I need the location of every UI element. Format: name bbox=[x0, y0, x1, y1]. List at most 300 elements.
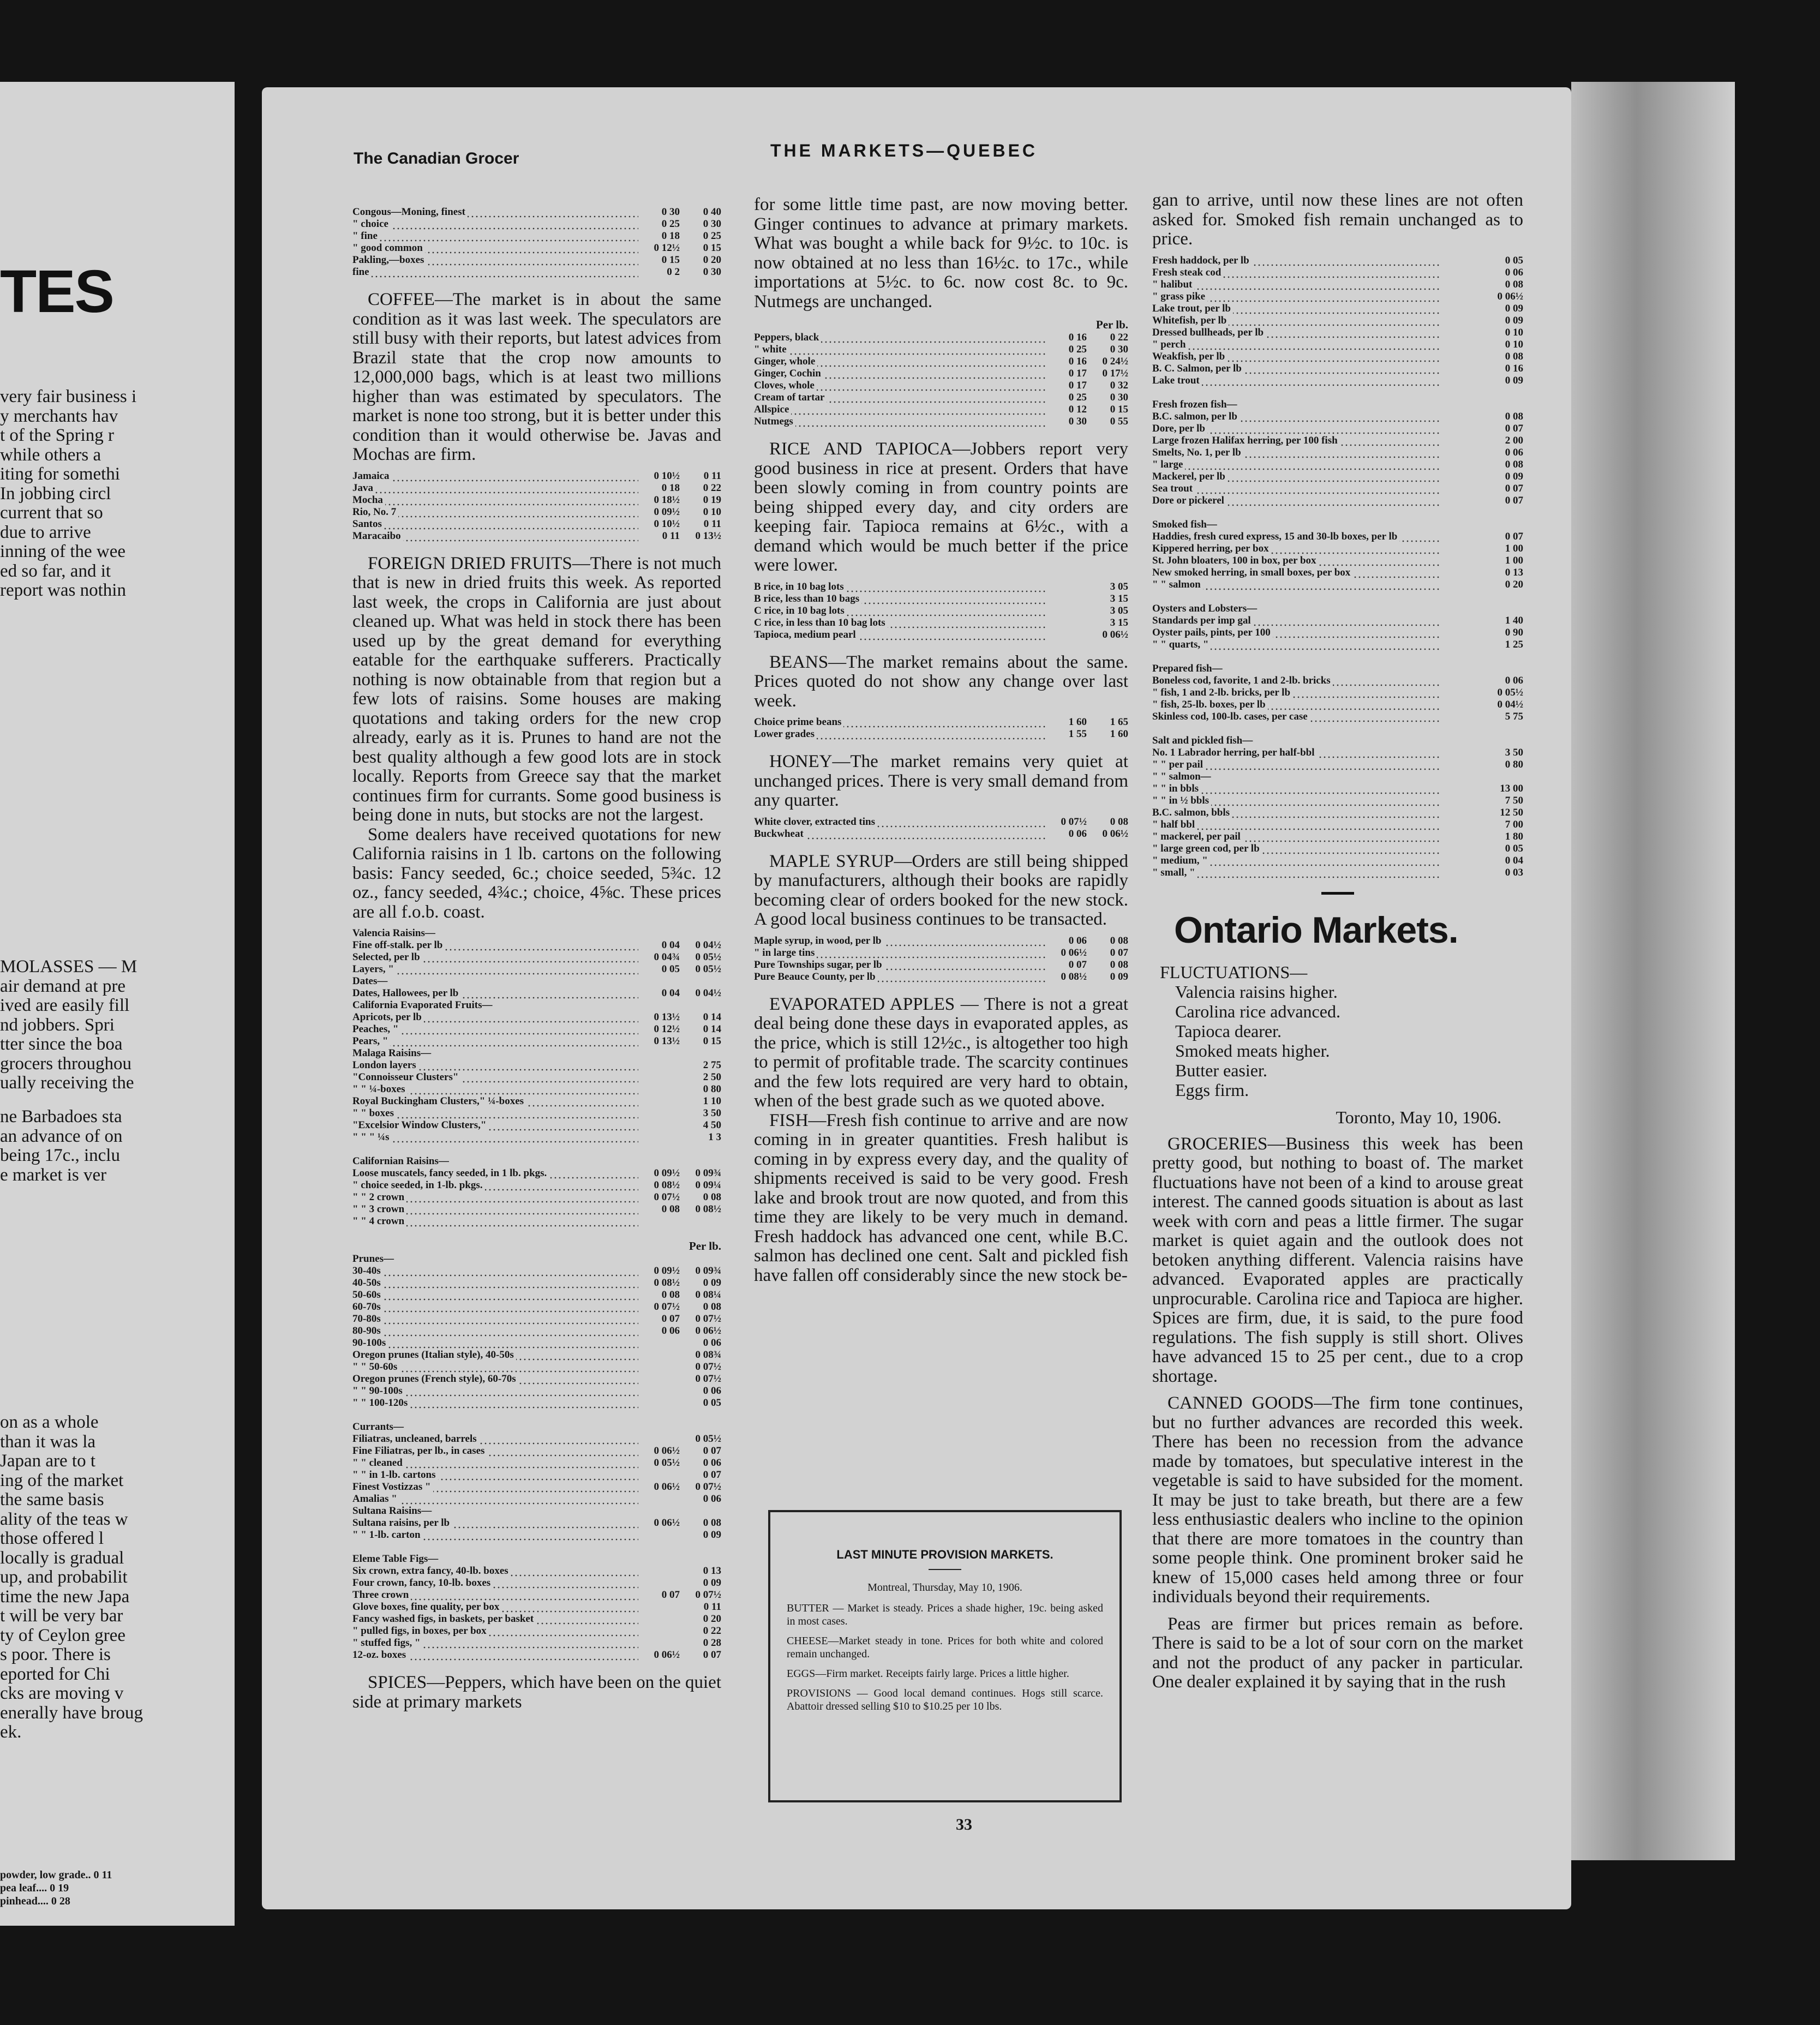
price-row bbox=[352, 1493, 721, 1505]
price-item-label: Apricots, per lb bbox=[352, 1011, 424, 1023]
fluctuations-list bbox=[1175, 982, 1523, 1100]
text-line: eported for Chi bbox=[0, 1664, 110, 1684]
price-high: 0 13 bbox=[703, 1565, 721, 1577]
price-item-label: Pure Townships sugar, per lb bbox=[754, 959, 884, 970]
price-item-label: Pakling,—boxes bbox=[352, 254, 426, 266]
price-low bbox=[1045, 593, 1087, 605]
price-row bbox=[352, 951, 721, 963]
price-high: 0 10 bbox=[1505, 326, 1523, 338]
price-low: 0 09½ bbox=[654, 1265, 680, 1277]
price-item-label: Fancy washed figs, in baskets, per basket bbox=[352, 1613, 536, 1625]
text-line: tter since the boa bbox=[0, 1034, 123, 1054]
price-item-label: Maple syrup, in wood, per lb bbox=[754, 935, 884, 946]
price-high: 0 10 bbox=[1505, 338, 1523, 350]
price-row bbox=[352, 1361, 721, 1373]
price-row bbox=[352, 470, 721, 482]
price-row bbox=[352, 1301, 721, 1313]
price-high: 1 00 bbox=[1505, 542, 1523, 554]
price-row bbox=[352, 1565, 721, 1577]
price-low bbox=[1440, 747, 1482, 759]
price-item-label: Eleme Table Figs— bbox=[352, 1553, 439, 1565]
price-low: 0 07½ bbox=[654, 1191, 680, 1203]
price-low: 0 05 bbox=[661, 963, 680, 975]
price-low: 0 07½ bbox=[1061, 816, 1087, 828]
price-low bbox=[1440, 783, 1482, 795]
price-row bbox=[352, 1215, 721, 1227]
price-row bbox=[352, 1083, 721, 1095]
price-high: 1 60 bbox=[1110, 728, 1128, 740]
price-row bbox=[352, 1265, 721, 1277]
price-row bbox=[1152, 639, 1523, 651]
price-row bbox=[352, 482, 721, 494]
price-item-label: " " 100-120s bbox=[352, 1397, 410, 1409]
price-low: 0 13½ bbox=[654, 1011, 680, 1023]
price-item-label: B rice, in 10 bag lots bbox=[754, 581, 846, 592]
price-item-label: Congous—Moning, finest bbox=[352, 206, 468, 218]
price-row bbox=[754, 828, 1128, 840]
price-high bbox=[1482, 603, 1523, 615]
price-low: 0 06½ bbox=[1061, 946, 1087, 958]
price-low bbox=[1440, 771, 1482, 783]
canned-goods-paragraph: CANNED GOODS—The firm tone continues, but no further advances are recorded this week. There has been no recession from the advance made by tomatoes, but speculative interest in the vegetable is said to have subsided for the moment. It may be just to take breath, but there are a few less enthusiastic dealers who incline to the opinion that there are more tomatoes in the country than some people think. One prominent broker said he knew of 15,000 cases held among three or four individuals beyond their requirements. bbox=[1152, 1393, 1523, 1607]
price-row bbox=[1152, 363, 1523, 375]
price-item-label: Dore, per lb bbox=[1152, 423, 1207, 434]
price-item-label: Standards per imp gal bbox=[1152, 615, 1253, 626]
price-low bbox=[1045, 629, 1087, 641]
price-low bbox=[638, 1215, 680, 1227]
price-item-label: " " 90-100s bbox=[352, 1385, 405, 1397]
price-high bbox=[680, 1421, 721, 1433]
price-item-label: Tapioca, medium pearl bbox=[754, 629, 858, 640]
ontario-markets-heading: Ontario Markets. bbox=[1174, 909, 1458, 951]
price-row bbox=[754, 581, 1128, 593]
price-item-label: " " quarts, " bbox=[1152, 639, 1211, 650]
price-row bbox=[352, 1481, 721, 1493]
price-item-label: Rio, No. 7 bbox=[352, 506, 398, 518]
price-table-raisins bbox=[352, 927, 721, 1143]
price-item-label: " " 2 crown bbox=[352, 1191, 406, 1203]
price-low: 0 25 bbox=[1068, 344, 1087, 355]
price-table-smoked-fish bbox=[1152, 519, 1523, 591]
price-row bbox=[352, 1179, 721, 1191]
page-number: 33 bbox=[956, 1816, 972, 1834]
price-low bbox=[638, 927, 680, 939]
price-high: 0 80 bbox=[703, 1083, 721, 1095]
price-item-label: " fish, 1 and 2-lb. bricks, per lb bbox=[1152, 687, 1292, 698]
price-item-label: Allspice bbox=[754, 404, 791, 415]
running-head-center: THE MARKETS—QUEBEC bbox=[770, 141, 1038, 160]
price-row bbox=[754, 416, 1128, 428]
price-high: 0 22 bbox=[1110, 332, 1128, 343]
text-line: MOLASSES — M bbox=[0, 957, 137, 976]
price-high bbox=[1482, 519, 1523, 531]
text-line: ed so far, and it bbox=[0, 561, 111, 581]
price-item-label: " " 50-60s bbox=[352, 1361, 399, 1373]
price-high: 0 15 bbox=[703, 1035, 721, 1047]
text-line: while others a bbox=[0, 445, 101, 465]
price-high: 0 15 bbox=[703, 242, 721, 254]
price-item-label: Filiatras, uncleaned, barrels bbox=[352, 1433, 479, 1445]
price-row bbox=[754, 629, 1128, 641]
price-high: 0 09 bbox=[1505, 302, 1523, 314]
price-high: 0 05½ bbox=[695, 1433, 721, 1445]
price-high bbox=[680, 1155, 721, 1167]
price-row bbox=[352, 230, 721, 242]
price-low: 0 09½ bbox=[654, 1167, 680, 1179]
price-item-label: Oyster pails, pints, per 100 bbox=[1152, 627, 1273, 638]
price-row bbox=[352, 1637, 721, 1649]
price-item-label: Smoked fish— bbox=[1152, 518, 1217, 530]
price-item-label: Salt and pickled fish— bbox=[1152, 734, 1253, 746]
price-low: 0 16 bbox=[1068, 356, 1087, 367]
price-low: 0 18 bbox=[661, 482, 680, 494]
price-low bbox=[638, 1095, 680, 1107]
text-line: ality of the teas w bbox=[0, 1509, 128, 1529]
price-item-label: Six crown, extra fancy, 40-lb. boxes bbox=[352, 1565, 511, 1577]
price-table-spices bbox=[754, 332, 1128, 428]
price-row bbox=[1152, 267, 1523, 279]
price-low: 0 17 bbox=[1068, 368, 1087, 379]
price-low bbox=[1440, 291, 1482, 303]
price-row bbox=[1152, 783, 1523, 795]
price-item-label: Finest Vostizzas " bbox=[352, 1481, 433, 1493]
price-row bbox=[1152, 399, 1523, 411]
price-high: 0 07½ bbox=[695, 1589, 721, 1601]
price-row bbox=[352, 494, 721, 506]
price-row bbox=[352, 1373, 721, 1385]
price-low bbox=[1440, 459, 1482, 471]
price-item-label: B. C. Salmon, per lb bbox=[1152, 363, 1244, 374]
price-high: 0 07 bbox=[1110, 946, 1128, 958]
price-item-label: Valencia Raisins— bbox=[352, 927, 435, 939]
price-row bbox=[352, 530, 721, 542]
spices-per-lb-label: Per lb. bbox=[1095, 318, 1128, 331]
price-high: 0 07 bbox=[703, 1445, 721, 1457]
price-high: 1 10 bbox=[703, 1095, 721, 1107]
price-row bbox=[1152, 255, 1523, 267]
price-row bbox=[1152, 375, 1523, 387]
price-row bbox=[1152, 735, 1523, 747]
price-low bbox=[1440, 339, 1482, 351]
price-item-label: Currants— bbox=[352, 1421, 404, 1433]
text-line: t will be very bar bbox=[0, 1606, 123, 1626]
price-row bbox=[352, 254, 721, 266]
left-facing-page bbox=[0, 82, 235, 1926]
price-low: 0 06 bbox=[1068, 934, 1087, 946]
price-item-label: Peaches, " bbox=[352, 1023, 400, 1035]
price-item-label: Skinless cod, 100-lb. cases, per case bbox=[1152, 711, 1310, 722]
price-low: 1 60 bbox=[1068, 716, 1087, 728]
column-1 bbox=[352, 201, 721, 1712]
price-high: 0 05 bbox=[1505, 842, 1523, 854]
text-line: nd jobbers. Spri bbox=[0, 1015, 115, 1035]
prunes-per-lb-label: Per lb. bbox=[689, 1239, 721, 1253]
price-high: 0 08½ bbox=[695, 1203, 721, 1215]
price-low: 0 30 bbox=[661, 206, 680, 218]
price-row bbox=[1152, 339, 1523, 351]
price-item-label: " white bbox=[754, 344, 789, 355]
price-high: 0 55 bbox=[1110, 416, 1128, 427]
price-high: 0 05½ bbox=[695, 963, 721, 975]
price-item-label: St. John bloaters, 100 in box, per box bbox=[1152, 555, 1319, 566]
price-high: 0 13 bbox=[1505, 566, 1523, 578]
price-high: 0 14 bbox=[703, 1023, 721, 1035]
price-high: 0 09 bbox=[1505, 470, 1523, 482]
price-low: 0 16 bbox=[1068, 332, 1087, 343]
price-item-label: Maracaibo bbox=[352, 530, 403, 542]
price-table-coffee bbox=[352, 470, 721, 542]
price-table-fresh-fish bbox=[1152, 255, 1523, 387]
price-low bbox=[1440, 435, 1482, 447]
box-butter: BUTTER — Market is steady. Prices a shade higher, 19c. being asked in most cases. bbox=[787, 1602, 1103, 1627]
text-line: the same basis bbox=[0, 1490, 104, 1509]
price-row bbox=[1152, 447, 1523, 459]
left-page-text-a bbox=[0, 387, 185, 601]
price-low bbox=[1440, 819, 1482, 831]
price-row bbox=[352, 1457, 721, 1469]
text-line: cks are moving v bbox=[0, 1683, 124, 1703]
price-item-label: " small, " bbox=[1152, 867, 1198, 878]
groceries-paragraph: GROCERIES—Business this week has been pretty good, but nothing to boast of. The market fluctuations have not been of a kind to arouse great interest. The canned goods situation is about as last week with corn and peas a little firmer. The sugar market is quiet again and the outlook does not betoken anything different. Valencia raisins have advanced. Evaporated apples are practically unprocurable. Carolina rice and Tapioca are higher. Spices are firm, due, it is said, to the pure food regulations. The fish supply is still short. Olives have advanced 15 to 25 per cent., due to a crop shortage. bbox=[1152, 1134, 1523, 1386]
price-row bbox=[352, 1625, 721, 1637]
price-low: 0 17 bbox=[1068, 380, 1087, 391]
price-low bbox=[1440, 411, 1482, 423]
price-row bbox=[352, 1337, 721, 1349]
price-item-label: Weakfish, per lb bbox=[1152, 351, 1227, 362]
price-item-label: Whitefish, per lb bbox=[1152, 315, 1229, 326]
price-row bbox=[754, 716, 1128, 728]
text-line: very fair business i bbox=[0, 387, 137, 406]
price-row bbox=[352, 1071, 721, 1083]
price-row bbox=[1152, 771, 1523, 783]
price-item-label: " " boxes bbox=[352, 1107, 396, 1119]
price-low: 0 13½ bbox=[654, 1035, 680, 1047]
price-item-label: " fine bbox=[352, 230, 380, 242]
price-low bbox=[638, 1469, 680, 1481]
price-high: 1 25 bbox=[1505, 638, 1523, 650]
price-high: 0 90 bbox=[1505, 626, 1523, 638]
price-low bbox=[1440, 843, 1482, 855]
price-item-label: " fish, 25-lb. boxes, per lb bbox=[1152, 699, 1268, 710]
price-low: 0 10½ bbox=[654, 518, 680, 530]
price-item-label: " perch bbox=[1152, 339, 1188, 350]
price-high: 0 06½ bbox=[1102, 828, 1128, 840]
price-item-label: Dore or pickerel bbox=[1152, 495, 1226, 506]
price-low bbox=[1440, 375, 1482, 387]
price-high: 0 13½ bbox=[695, 530, 721, 542]
price-item-label: " in large tins bbox=[754, 947, 817, 958]
price-low bbox=[1440, 687, 1482, 699]
price-low bbox=[638, 1131, 680, 1143]
price-item-label: " pulled figs, in boxes, per box bbox=[352, 1625, 489, 1637]
price-high: 0 24½ bbox=[1102, 356, 1128, 367]
price-row bbox=[352, 1047, 721, 1059]
spices-continued-paragraph: for some little time past, are now moving better. Ginger continues to advance at primary markets. What was bought a while back for 9½c. to 10c. is now obtained at no less than 16½c. to 17c., while importations at 5½c. to 6c. now cost 8c. to 9c. Nutmegs are unchanged. bbox=[754, 195, 1128, 311]
price-row bbox=[1152, 687, 1523, 699]
price-row bbox=[352, 1613, 721, 1625]
price-low bbox=[638, 1361, 680, 1373]
price-low: 0 12½ bbox=[654, 1023, 680, 1035]
price-item-label: "Excelsior Window Clusters," bbox=[352, 1119, 488, 1131]
price-item-label: 70-80s bbox=[352, 1313, 383, 1325]
price-row bbox=[352, 1649, 721, 1661]
price-high: 0 06 bbox=[703, 1493, 721, 1505]
price-high: 0 11 bbox=[703, 1601, 721, 1613]
price-high bbox=[680, 1253, 721, 1265]
price-low bbox=[1440, 579, 1482, 591]
price-low bbox=[638, 1253, 680, 1265]
price-high: 0 80 bbox=[1505, 758, 1523, 770]
price-item-label: Mackerel, per lb bbox=[1152, 471, 1228, 482]
price-row bbox=[352, 1325, 721, 1337]
text-line: up, and probabilit bbox=[0, 1567, 128, 1587]
price-low bbox=[638, 1373, 680, 1385]
price-low bbox=[638, 1613, 680, 1625]
price-high: 2 50 bbox=[703, 1071, 721, 1083]
price-table-prunes bbox=[352, 1253, 721, 1409]
price-item-label: Sultana raisins, per lb bbox=[352, 1517, 452, 1529]
price-row bbox=[1152, 531, 1523, 543]
price-high: 1 65 bbox=[1110, 716, 1128, 728]
price-high: 0 30 bbox=[1110, 392, 1128, 403]
price-row bbox=[352, 1385, 721, 1397]
price-item-label: Ginger, Cochin bbox=[754, 368, 823, 379]
price-high: 0 11 bbox=[703, 518, 721, 530]
price-low bbox=[1440, 615, 1482, 627]
price-low bbox=[1045, 617, 1087, 629]
price-low bbox=[1440, 327, 1482, 339]
price-row bbox=[1152, 603, 1523, 615]
price-low bbox=[1440, 543, 1482, 555]
price-row bbox=[1152, 543, 1523, 555]
price-row bbox=[352, 242, 721, 254]
spices-paragraph: SPICES—Peppers, which have been on the quiet side at primary markets bbox=[352, 1673, 721, 1712]
price-row bbox=[754, 947, 1128, 959]
price-low: 0 18½ bbox=[654, 494, 680, 506]
price-high bbox=[680, 999, 721, 1011]
price-row bbox=[352, 963, 721, 975]
price-high: 0 07½ bbox=[695, 1313, 721, 1325]
price-high: 0 09 bbox=[1110, 970, 1128, 982]
price-low: 0 07 bbox=[661, 1313, 680, 1325]
text-line: Tapioca dearer. bbox=[1175, 1021, 1282, 1041]
price-table-currants bbox=[352, 1421, 721, 1541]
price-low bbox=[638, 1155, 680, 1167]
price-low bbox=[1440, 315, 1482, 327]
price-high: 0 08 bbox=[1505, 458, 1523, 470]
price-row bbox=[1152, 567, 1523, 579]
price-item-label: Jamaica bbox=[352, 470, 392, 482]
price-item-label: Loose muscatels, fancy seeded, in 1 lb. pkgs. bbox=[352, 1167, 549, 1179]
price-high: 0 06½ bbox=[695, 1325, 721, 1337]
text-line: ek. bbox=[0, 1722, 22, 1742]
price-item-label: 12-oz. boxes bbox=[352, 1649, 408, 1661]
price-row bbox=[1152, 519, 1523, 531]
price-item-label: C rice, in less than 10 bag lots bbox=[754, 617, 888, 628]
price-row bbox=[352, 206, 721, 218]
price-row bbox=[352, 1349, 721, 1361]
price-high: 0 09 bbox=[1505, 374, 1523, 386]
price-row bbox=[352, 1517, 721, 1529]
price-low bbox=[1440, 603, 1482, 615]
price-high: 0 06½ bbox=[1497, 290, 1523, 302]
price-row bbox=[1152, 555, 1523, 567]
price-high: 0 19 bbox=[703, 494, 721, 506]
price-high: 0 07½ bbox=[695, 1481, 721, 1493]
price-item-label: " medium, " bbox=[1152, 855, 1210, 866]
text-line: y merchants hav bbox=[0, 406, 118, 426]
price-item-label: " " cleaned bbox=[352, 1457, 405, 1469]
price-row bbox=[352, 1119, 721, 1131]
price-low bbox=[638, 1059, 680, 1071]
text-line: current that so bbox=[0, 503, 103, 523]
price-row bbox=[352, 1011, 721, 1023]
price-high: 0 08 bbox=[1110, 934, 1128, 946]
price-row bbox=[1152, 699, 1523, 711]
text-line: on as a whole bbox=[0, 1412, 99, 1432]
left-page-text-tea bbox=[0, 1413, 185, 1742]
text-line: pinhead.... 0 28 bbox=[0, 1895, 70, 1907]
price-row bbox=[352, 1421, 721, 1433]
price-high bbox=[680, 1505, 721, 1517]
price-row bbox=[352, 1433, 721, 1445]
price-item-label: " large bbox=[1152, 459, 1185, 470]
price-item-label: " " in bbls bbox=[1152, 783, 1201, 794]
honey-paragraph: HONEY—The market remains very quiet at unchanged prices. There is very small demand from any quarter. bbox=[754, 752, 1128, 810]
fish-continued-paragraph: gan to arrive, until now these lines are not often asked for. Smoked fish remain unchanged as to price. bbox=[1152, 190, 1523, 249]
price-row bbox=[352, 1589, 721, 1601]
price-low: 0 25 bbox=[1068, 392, 1087, 403]
price-low bbox=[1440, 267, 1482, 279]
price-item-label: Royal Buckingham Clusters," ¼-boxes bbox=[352, 1095, 526, 1107]
price-item-label: Java bbox=[352, 482, 375, 494]
price-low: 0 2 bbox=[667, 266, 680, 278]
text-line: Eggs firm. bbox=[1175, 1080, 1249, 1100]
price-low: 0 06½ bbox=[654, 1481, 680, 1493]
price-high: 0 08 bbox=[703, 1517, 721, 1529]
price-table-frozen-fish bbox=[1152, 399, 1523, 507]
text-line: t of the Spring r bbox=[0, 426, 114, 445]
price-row bbox=[352, 1505, 721, 1517]
price-low: 0 18 bbox=[661, 230, 680, 242]
price-high: 0 20 bbox=[1505, 578, 1523, 590]
price-low: 0 04¾ bbox=[654, 951, 680, 963]
price-item-label: Prunes— bbox=[352, 1253, 394, 1265]
price-row bbox=[1152, 483, 1523, 495]
price-low bbox=[638, 1071, 680, 1083]
price-item-label: Santos bbox=[352, 518, 384, 530]
price-high: 0 08 bbox=[1505, 350, 1523, 362]
box-title: LAST MINUTE PROVISION MARKETS. bbox=[836, 1548, 1053, 1561]
price-high: 0 20 bbox=[703, 1613, 721, 1625]
price-item-label: " " salmon bbox=[1152, 579, 1203, 590]
price-low: 0 25 bbox=[661, 218, 680, 230]
price-low: 0 06½ bbox=[654, 1517, 680, 1529]
price-item-label: " stuffed figs, " bbox=[352, 1637, 423, 1649]
price-high: 0 30 bbox=[703, 266, 721, 278]
price-low bbox=[638, 1349, 680, 1361]
price-high: 0 09¾ bbox=[695, 1167, 721, 1179]
price-low bbox=[1440, 519, 1482, 531]
price-item-label: " " 1-lb. carton bbox=[352, 1529, 423, 1541]
price-row bbox=[352, 1059, 721, 1071]
last-minute-provision-box bbox=[768, 1510, 1122, 1802]
price-low bbox=[638, 999, 680, 1011]
price-high: 3 15 bbox=[1110, 616, 1128, 628]
price-item-label: Lake trout bbox=[1152, 375, 1202, 386]
price-item-label: Prepared fish— bbox=[1152, 662, 1223, 674]
price-high: 0 08 bbox=[1110, 958, 1128, 970]
